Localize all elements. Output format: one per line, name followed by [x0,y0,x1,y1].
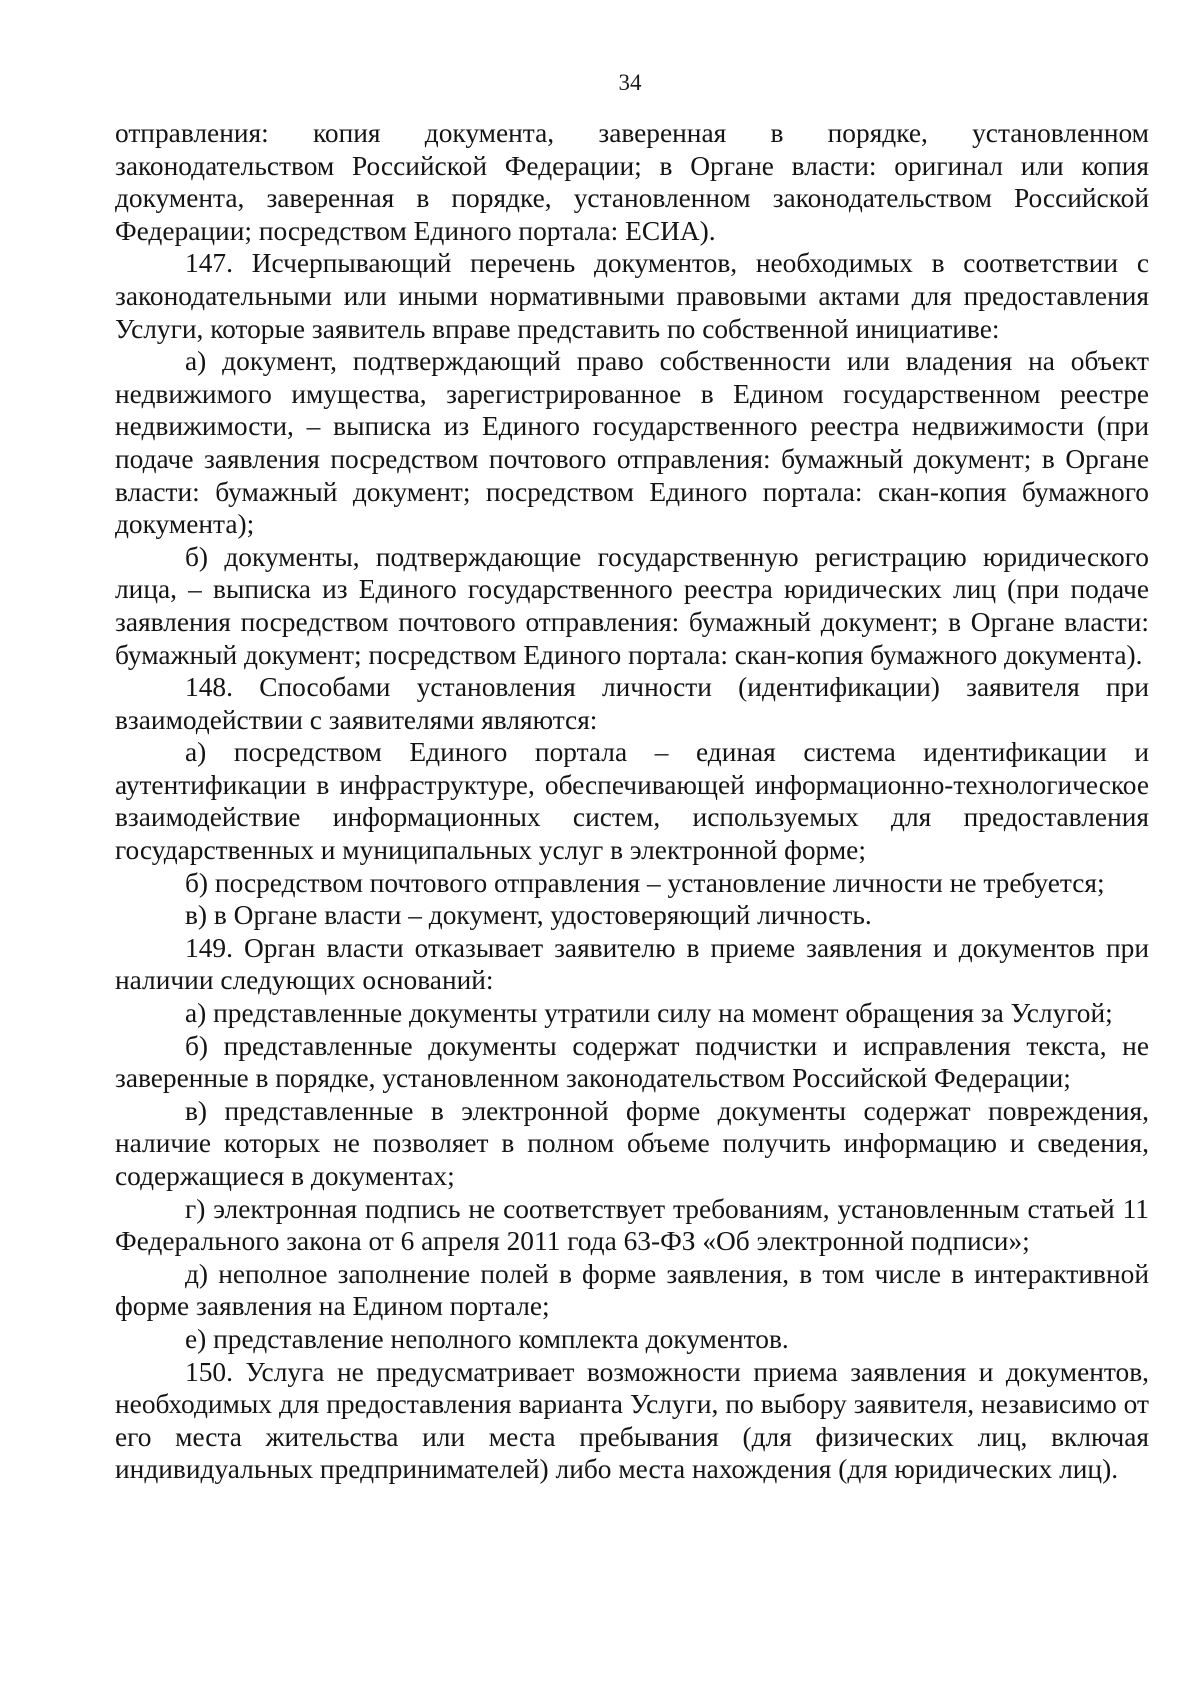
paragraph-147-b: б) документы, подтверждающие государственную регистрацию юридического лица, – выписка из Единого государственного реестра юридических лиц (при подаче заявления посредством почтового отправления: бумажный документ; в Органе власти: бумажный документ; посредством Единого портала: скан-копия бумажного документа). [115,541,1149,670]
paragraph-149-g: г) электронная подпись не соответствует требованиям, установленным статьей 11 Федерального закона от 6 апреля 2011 года 63-ФЗ «Об электронной подписи»; [115,1193,1149,1257]
page-number: 34 [618,70,642,95]
paragraph-147: 147. Исчерпывающий перечень документов, необходимых в соответствии с законодательными или иными нормативными правовыми актами для предоставления Услуги, которые заявитель вправе представить по собственной инициативе: [115,248,1149,344]
paragraph-149-a: а) представленные документы утратили силу на момент обращения за Услугой; [185,998,1113,1029]
paragraph-149-d: д) неполное заполнение полей в форме заявления, в том числе в интерактивной форме заявления на Едином портале; [115,1258,1149,1322]
paragraph-150: 150. Услуга не предусматривает возможности приема заявления и документов, необходимых для предоставления варианта Услуги, по выбору заявителя, независимо от его места жительства или места пребывания (для физических лиц, включая индивидуальных предпринимателей) либо места нахождения (для юридических лиц). [115,1356,1149,1485]
document-body [115,117,1149,1486]
paragraph-148: 148. Способами установления личности (идентификации) заявителя при взаимодействии с заявителями являются: [115,672,1149,735]
paragraph-149-b: б) представленные документы содержат подчистки и исправления текста, не заверенные в порядке, установленном законодательством Российской Федерации; [115,1030,1149,1094]
paragraph-147-a: а) документ, подтверждающий право собственности или владения на объект недвижимого имущества, зарегистрированное в Едином государственном реестре недвижимости, – выписка из Единого государственного реестра недвижимости (при подаче заявления посредством почтового отправления: бумажный документ; в Органе власти: бумажный документ; посредством Единого портала: скан-копия бумажного документа); [115,346,1149,540]
paragraph-148-b: б) посредством почтового отправления – установление личности не требуется; [185,867,1105,898]
paragraph-148-v: в) в Органе власти – документ, удостоверяющий личность. [185,900,872,931]
paragraph-149-v: в) представленные в электронной форме документы содержат повреждения, наличие которых не позволяет в полном объеме получить информацию и сведения, содержащиеся в документах; [115,1095,1149,1191]
paragraph-149-e: е) представление неполного комплекта документов. [185,1323,789,1354]
paragraph-148-a: а) посредством Единого портала – единая система идентификации и аутентификации в инфраструктуре, обеспечивающей информационно-технологическое взаимодействие информационных систем, используемых для предоставления государственных и муниципальных услуг в электронной форме; [115,737,1149,866]
paragraph-149: 149. Орган власти отказывает заявителю в приеме заявления и документов при наличии следующих оснований: [115,932,1149,996]
paragraph-continuation: отправления: копия документа, заверенная в порядке, установленном законодательством Российской Федерации; в Органе власти: оригинал или копия документа, заверенная в порядке, установленном законодательством Российской Федерации; посредством Единого портала: ЕСИА). [115,118,1149,246]
